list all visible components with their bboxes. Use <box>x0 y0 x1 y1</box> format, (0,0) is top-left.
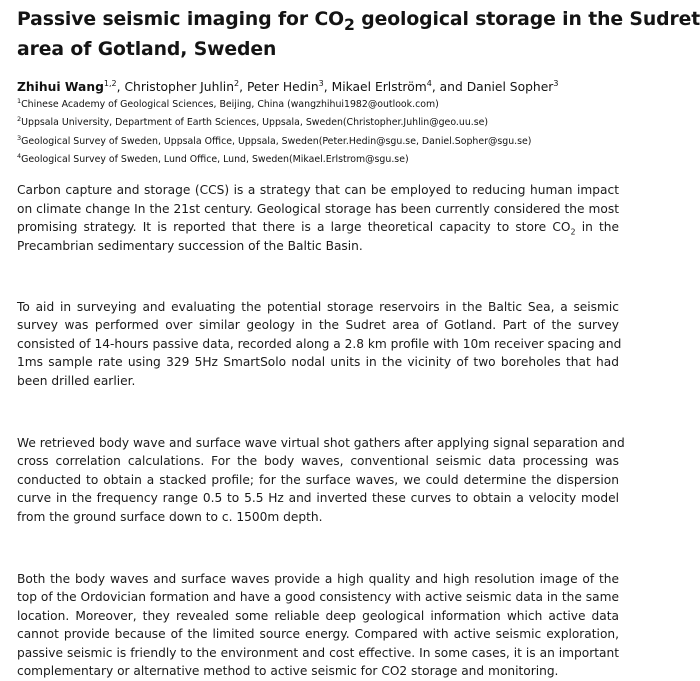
author-name: Christopher Juhlin <box>124 79 235 94</box>
author-name: Mikael Erlström <box>331 79 427 94</box>
affiliation <box>17 96 619 114</box>
author-affiliation-mark: 2 <box>234 78 240 88</box>
affiliation-text: Geological Survey of Sweden, Lund Office, Lund, Sweden(Mikael.Erlstrom@sgu.se) <box>21 153 409 165</box>
paragraph-line: location. Moreover, they revealed some reliable deep geological information which active data <box>17 608 619 623</box>
abstract-page <box>17 7 700 681</box>
affiliation-text: Uppsala University, Department of Earth Sciences, Uppsala, Sweden(Christopher.Juhlin@geo.uu.se) <box>21 117 489 129</box>
author-affiliation-mark: 1,2 <box>103 78 117 88</box>
paragraph-line <box>17 218 619 236</box>
title-line-2: area of Gotland, Sweden <box>17 38 277 60</box>
co2-subscript: 2 <box>570 227 576 237</box>
paragraph-line: from the ground surface down to c. 1500m depth. <box>17 509 323 524</box>
title-text-part-1: Passive seismic imaging for CO <box>17 9 345 30</box>
title-text-part-2: geological storage in the Sudret <box>354 9 700 30</box>
abstract-paragraph <box>17 181 619 255</box>
paragraph-line: Precambrian sedimentary succession of the Baltic Basin. <box>17 238 363 253</box>
affiliation <box>17 114 619 132</box>
paragraph-line: 1ms sample rate using 329 5Hz SmartSolo nodal units in the vicinity of two boreholes that had <box>17 355 619 370</box>
paragraph-text: in the <box>575 220 619 235</box>
paragraph-line: survey was performed over similar geology in the Sudret area of Gotland. Part of the survey <box>17 318 619 333</box>
affiliation <box>17 151 619 169</box>
author-affiliation-mark: 3 <box>553 78 559 88</box>
author-name: Zhihui Wang <box>17 79 104 94</box>
abstract-paragraph <box>17 298 622 390</box>
paragraph-text: promising strategy. It is reported that there is a large theoretical capacity to store CO <box>17 220 571 235</box>
abstract-paragraph <box>17 434 625 526</box>
title-line-1 <box>17 7 700 37</box>
affiliation-text: Geological Survey of Sweden, Uppsala Office, Uppsala, Sweden(Peter.Hedin@sgu.se, Daniel.Sopher@sgu.se) <box>21 135 532 147</box>
paragraph-line: conducted to obtain a stacked profile; for the surface waves, we could determine the dispersion <box>17 472 619 487</box>
paragraph-line: complementary or alternative method to active seismic for CO2 storage and monitoring. <box>17 664 559 679</box>
abstract-paragraph <box>17 570 619 680</box>
paragraph-line: passive seismic is friendly to the environment and cost effective. In some cases, it is an important <box>17 645 619 660</box>
paragraph-line: Both the body waves and surface waves provide a high quality and high resolution image of the <box>17 572 619 587</box>
paragraph-line: cross correlation calculations. For the body waves, conventional seismic data processing was <box>17 454 619 469</box>
affiliation-text: Chinese Academy of Geological Sciences, Beijing, China (wangzhihui1982@outlook.com) <box>21 98 439 110</box>
affiliation-number: 2 <box>17 115 22 124</box>
title-subscript: 2 <box>344 14 355 34</box>
paragraph-line: consisted of 14-hours passive data, recorded along a 2.8 km profile with 10m receiver spacing and <box>17 336 622 351</box>
paragraph-line: on climate change In the 21st century. Geological storage has been currently considered the most <box>17 201 619 216</box>
affiliation-number: 1 <box>17 96 22 105</box>
author-separator: , and <box>431 79 467 94</box>
paragraph-line: curve in the frequency range 0.5 to 5.5 Hz and inverted these curves to obtain a velocity model <box>17 491 619 506</box>
author-separator: , <box>323 79 332 94</box>
author-name: Peter Hedin <box>246 79 319 94</box>
paragraph-line: cannot provide because of the limited source energy. Compared with active seismic exploration, <box>17 627 619 642</box>
author-name: Daniel Sopher <box>466 79 554 94</box>
affiliation <box>17 133 619 151</box>
author-separator: , <box>116 79 125 94</box>
affiliation-number: 3 <box>17 133 22 142</box>
paragraph-line: been drilled earlier. <box>17 373 136 388</box>
paragraph-line: Carbon capture and storage (CCS) is a strategy that can be employed to reducing human impact <box>17 183 619 198</box>
author-affiliation-mark: 3 <box>318 78 324 88</box>
author-list <box>17 79 619 95</box>
author-separator: , <box>239 79 247 94</box>
affiliation-number: 4 <box>17 151 22 160</box>
paragraph-line: We retrieved body wave and surface wave virtual shot gathers after applying signal separation and <box>17 436 625 451</box>
affiliation-list <box>17 96 619 170</box>
paper-title <box>17 7 700 62</box>
author-affiliation-mark: 4 <box>426 78 432 88</box>
paragraph-line: top of the Ordovician formation and have a good consistency with active seismic data in the same <box>17 590 619 605</box>
paragraph-line: To aid in surveying and evaluating the potential storage reservoirs in the Baltic Sea, a seismic <box>17 300 619 314</box>
